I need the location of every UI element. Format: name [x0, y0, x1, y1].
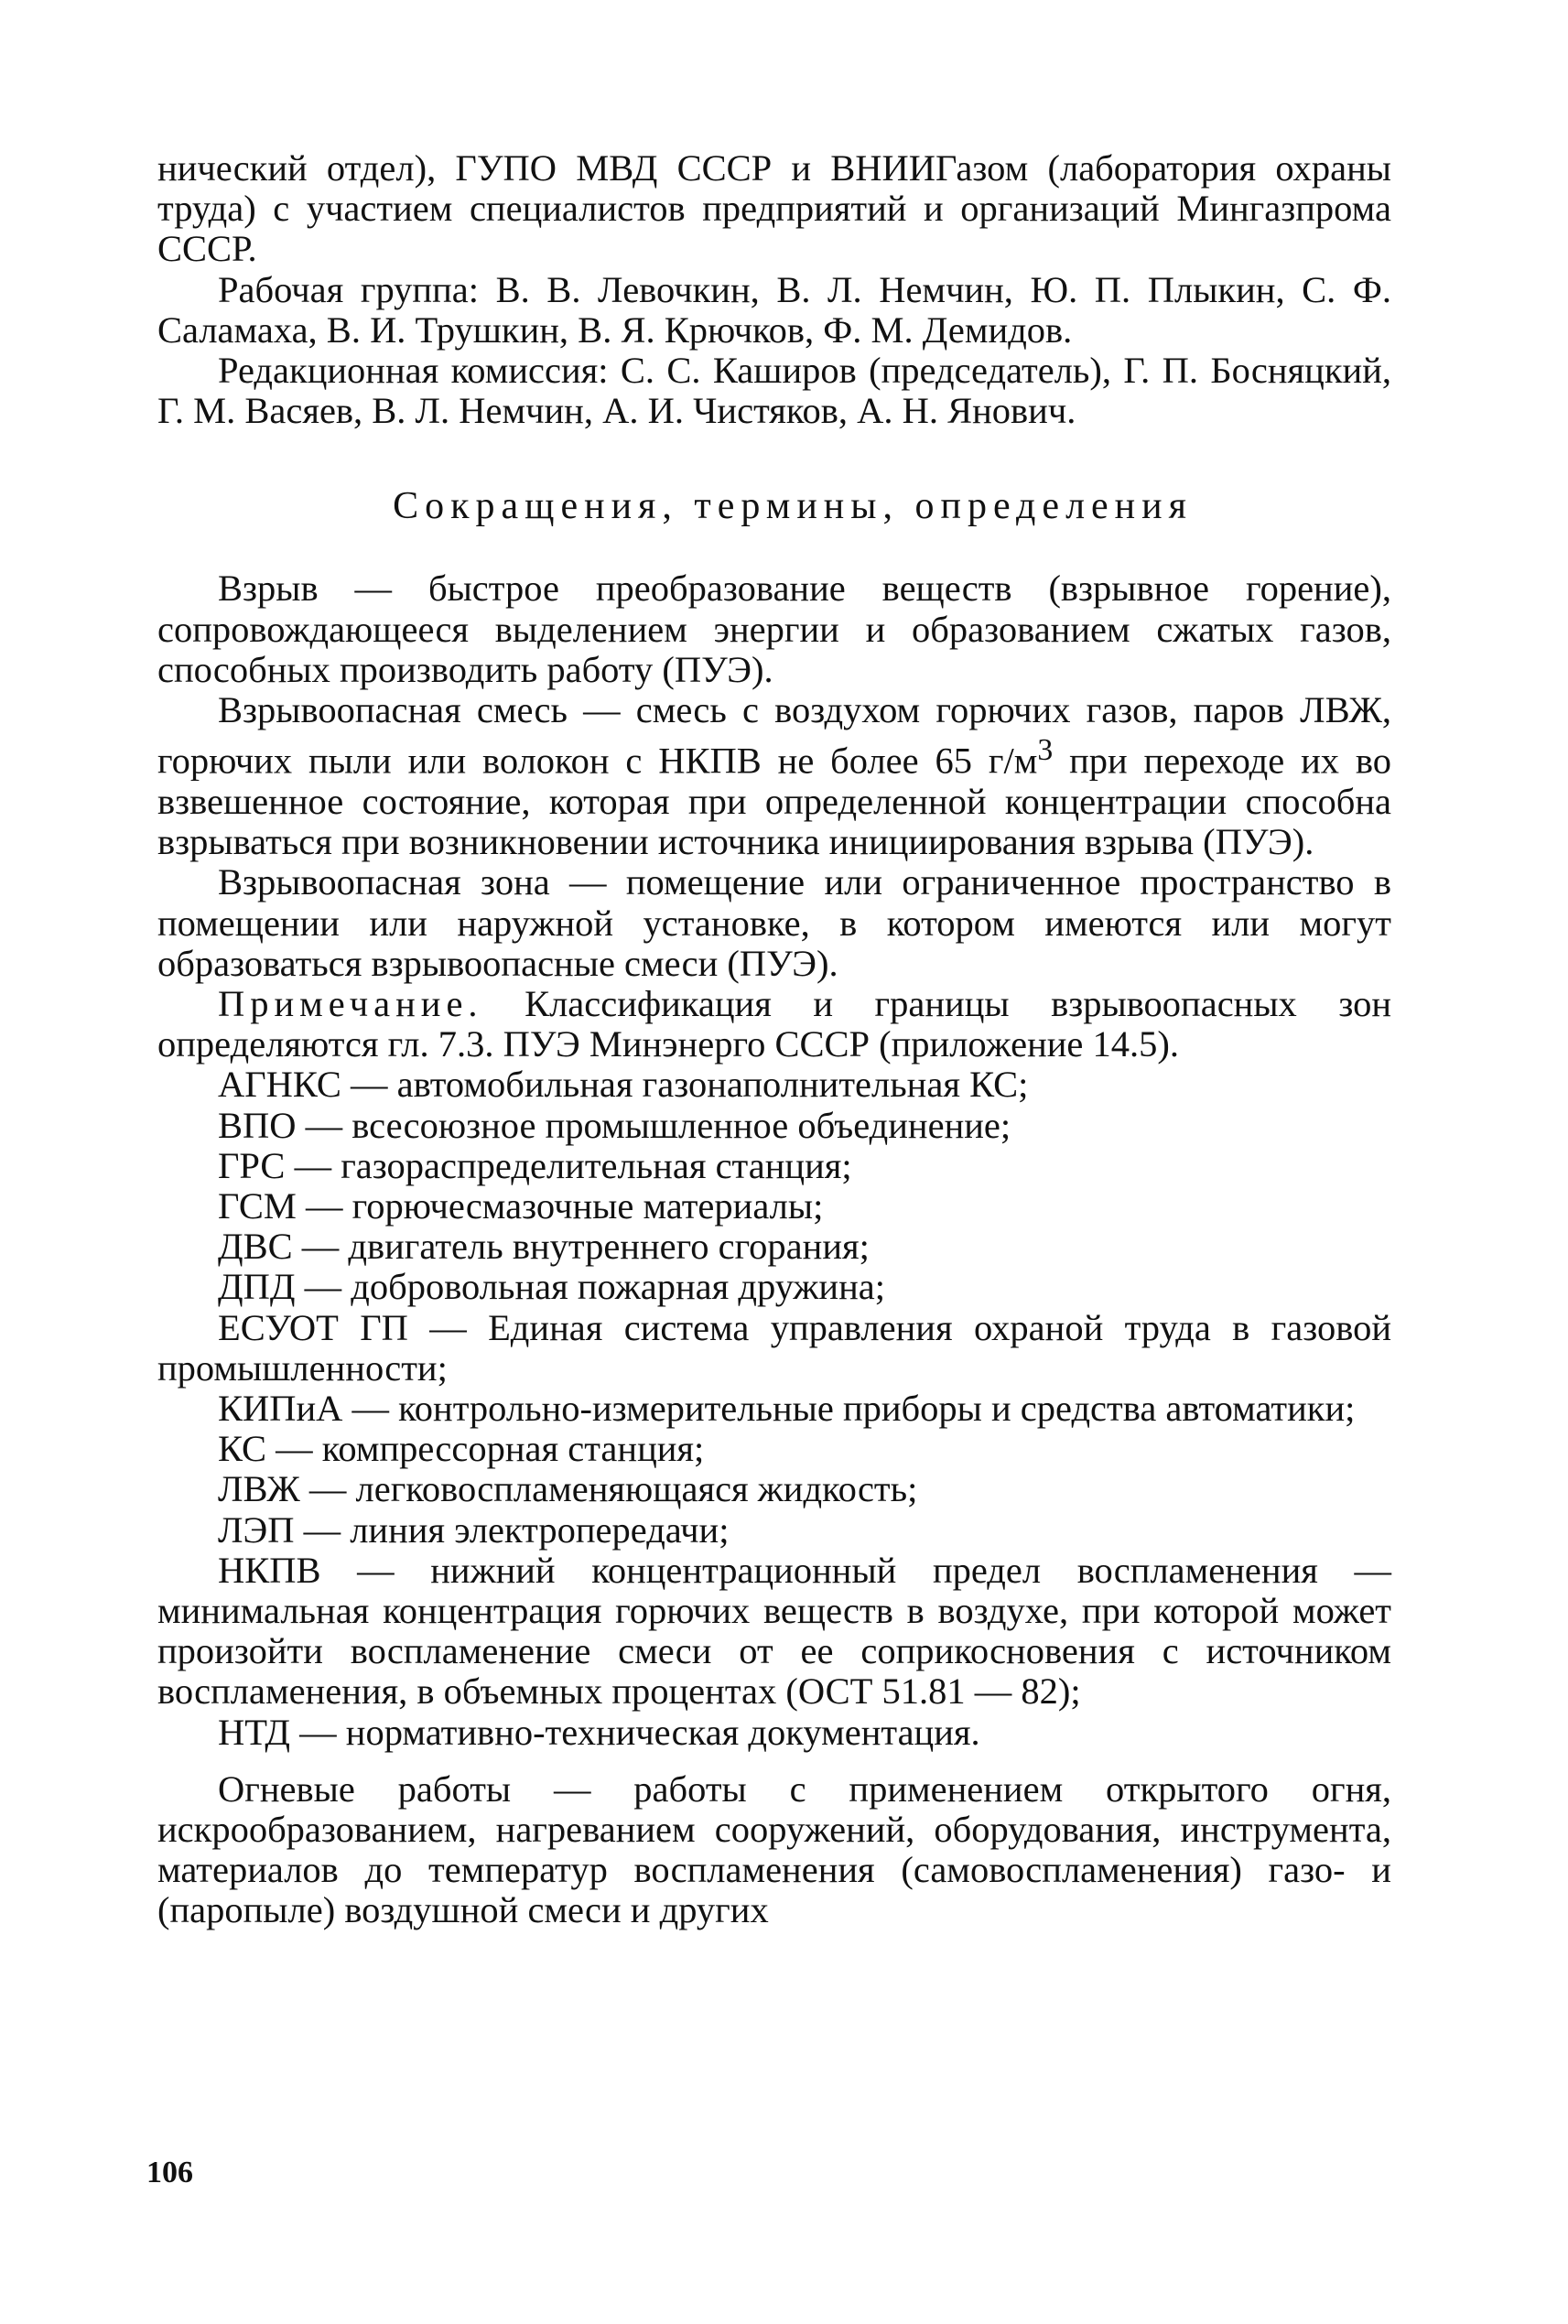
page-number: 106	[146, 2156, 193, 2189]
section-title: Сокращения, термины, определения	[393, 485, 1193, 528]
abbreviation-item: ВПО — всесоюзное промышленное объединение;	[218, 1104, 1011, 1146]
abbreviation-item: ГРС — газораспределительная станция;	[218, 1144, 852, 1186]
abbreviation-item: ГСМ — горючесмазочные материалы;	[218, 1184, 824, 1227]
editorial-board-paragraph: Редакционная комиссия: С. С. Каширов (председатель), Г. П. Босняцкий, Г. М. Васяев, В. Л. Немчин, А. И. Чистяков, А. Н. Янович.	[157, 350, 1391, 432]
explosive-mixture-superscript: 3	[1037, 733, 1054, 768]
abbreviation-item: НКПВ — нижний концентрационный предел воспламенения — минимальная концентрация горючих веществ в воздухе, при которой может произойти воспламенение смеси от ее соприкосновения с источником воспламенения, в объемных процентах (ОСТ 51.81 — 82);	[157, 1549, 1391, 1713]
abbreviation-item: ЕСУОТ ГП — Единая система управления охраной труда в газовой промышленности;	[157, 1306, 1391, 1389]
page-text	[157, 148, 1391, 1931]
abbreviation-item: ЛЭП — линия электропередачи;	[218, 1508, 730, 1551]
abbreviation-item: ДПД — добровольная пожарная дружина;	[218, 1266, 885, 1308]
definition-explosive-mixture	[157, 690, 1391, 862]
abbreviation-item: НТД — нормативно-техническая документация.	[218, 1711, 980, 1753]
note-paragraph	[157, 984, 1391, 1065]
definition-hot-work: Огневые работы — работы с применением открытого огня, искрообразованием, нагреванием сооружений, оборудования, инструмента, материалов до температур воспламенения (самовоспламенения) газо- и (паропыле) воздушной смеси и других	[157, 1767, 1391, 1931]
definition-explosion: Взрыв — быстрое преобразование веществ (взрывное горение), сопровождающееся выделением энергии и образованием сжатых газов, способных производить работу (ПУЭ).	[157, 567, 1391, 690]
working-group-paragraph: Рабочая группа: В. В. Левочкин, В. Л. Немчин, Ю. П. Плыкин, С. Ф. Саламаха, В. И. Трушкин, В. Я. Крючков, Ф. М. Демидов.	[157, 268, 1391, 351]
definition-explosive-zone: Взрывоопасная зона — помещение или ограниченное пространство в помещении или наружной установке, в котором имеются или могут образоваться взрывоопасные смеси (ПУЭ).	[157, 861, 1391, 984]
abbreviation-item: АГНКС — автомобильная газонаполнительная КС;	[218, 1064, 1029, 1106]
explosive-mixture-text-b: при переходе их во взвешенное состояние, которая при определенной концентрации способна взрываться при возникновении источника инициирования взрыва (ПУЭ).	[157, 740, 1391, 863]
explosive-mixture-text-a: Взрывоопасная смесь — смесь с воздухом горючих газов, паров ЛВЖ, горючих пыли или волокон с НКПВ не более 65 г/м	[157, 689, 1391, 782]
abbreviation-item: КИПиА — контрольно-измерительные приборы и средства автоматики;	[218, 1387, 1356, 1429]
abbreviation-item: ЛВЖ — легковоспламеняющаяся жидкость;	[218, 1468, 918, 1510]
abbreviation-item: КС — компрессорная станция;	[218, 1428, 705, 1470]
note-text: Классификация и границы взрывоопасных зон определяются гл. 7.3. ПУЭ Минэнерго СССР (приложение 14.5).	[157, 982, 1391, 1065]
intro-paragraph: нический отдел), ГУПО МВД СССР и ВНИИГазом (лаборатория охраны труда) с участием специалистов предприятий и организаций Мингазпрома СССР.	[157, 147, 1391, 270]
abbreviation-item: ДВС — двигатель внутреннего сгорания;	[218, 1226, 870, 1268]
note-label: Примечание.	[218, 982, 483, 1024]
